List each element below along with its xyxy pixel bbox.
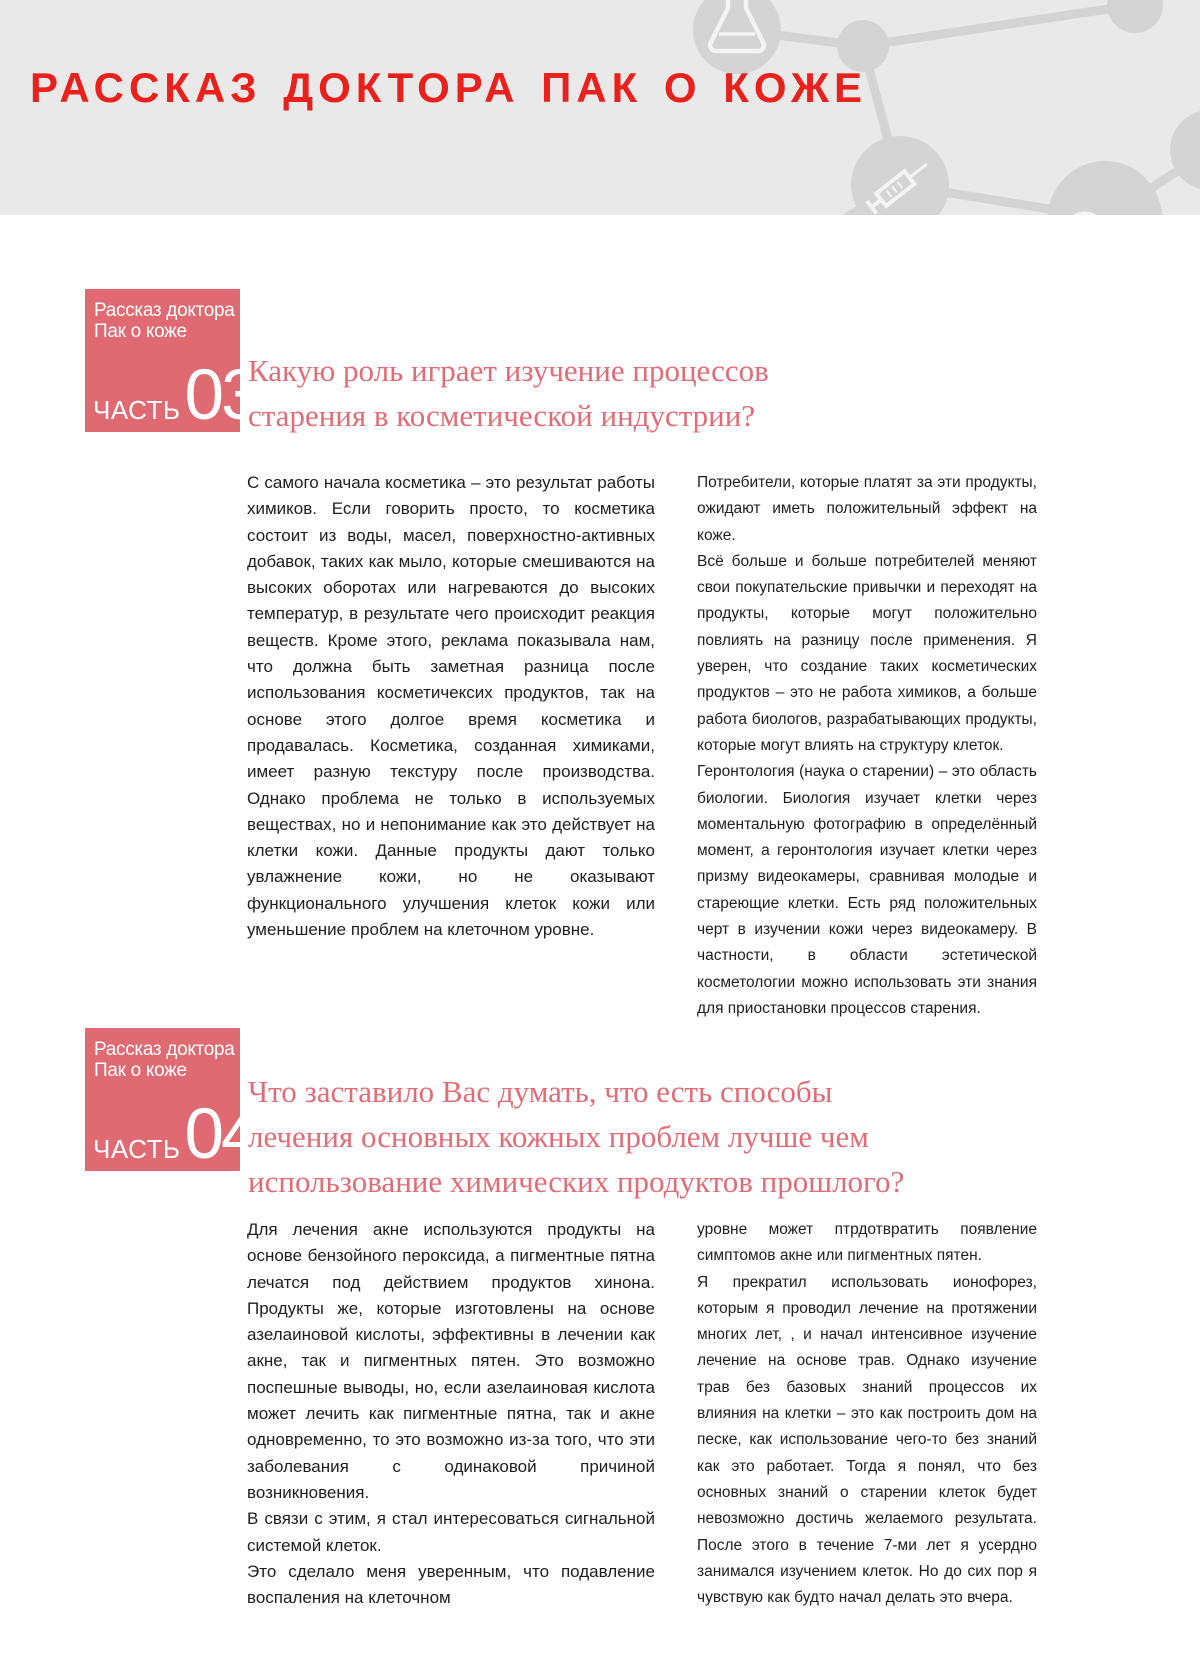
- paragraph: Это сделало меня уверенным, что подавление воспаления на клеточном: [247, 1561, 655, 1608]
- heading-line: старения в косметической индустрии?: [248, 398, 756, 433]
- badge-series-line2: Пак о коже: [94, 320, 187, 342]
- badge-series-title: [85, 1028, 240, 1081]
- heading-line: Что заставило Вас думать, что есть способы: [248, 1074, 833, 1109]
- part-04-badge: [85, 1028, 258, 1175]
- paragraph: Всё больше и больше потребителей меняют свои покупательские привычки и переходят на продукты, которые могут положительно повлиять на разницу после применения. Я уверен, что создание таких косметических продуктов – это не работа химиков, а больше работа биологов, разрабатывающих продукты, которые могут влиять на структуру клеток.: [697, 552, 1037, 754]
- part-number: 04: [184, 1095, 258, 1175]
- heading-line: лечения основных кожных проблем лучше чем: [248, 1119, 869, 1154]
- paragraph: Потребители, которые платят за эти продукты, ожидают иметь положительный эффект на коже.: [697, 474, 1037, 544]
- part-label: ЧАСТЬ: [93, 395, 181, 426]
- molecule-node: [693, 0, 781, 74]
- badge-series-line2: Пак о коже: [94, 1059, 187, 1081]
- molecule-node: [1048, 161, 1162, 215]
- heading-line: Какую роль играет изучение процессов: [248, 353, 769, 388]
- paragraph: Геронтология (наука о старении) – это область биологии. Биология изучает клетки через моментальную фотографию в определённый момент, а геронтология изучает клетки через призму видеокамеры, сравнивая молодые и стареющие клетки. Есть ряд положительных черт в изучении кожи через видеокамеру. В частности, в области эстетической косметологии можно использовать эти знания для приостановки процессов старения.: [697, 763, 1037, 1017]
- paragraph: Для лечения акне используются продукты на основе бензойного пероксида, а пигментные пятна лечатся под действием продуктов хинона. Продукты же, которые изготовлены на основе азелаиновой кислоты, эффективны в лечении как акне, так и пигментных пятен. Это возможно поспешные выводы, но, если азелаиновая кислота может лечить как пигментные пятна, так и акне одновременно, то это возможно из-за того, что эти заболевания с одинаковой причиной возникновения.: [247, 1220, 655, 1502]
- badge-part: [93, 356, 258, 436]
- page-title: РАССКАЗ ДОКТОРА ПАК О КОЖЕ: [30, 64, 867, 111]
- badge-series-line1: Рассказ доктора: [94, 300, 235, 321]
- part-label: ЧАСТЬ: [93, 1134, 181, 1165]
- badge-series-title: [85, 289, 240, 342]
- badge-series-line1: Рассказ доктора: [94, 1039, 235, 1060]
- molecule-node: [1107, 0, 1163, 33]
- section-03-left-column: [247, 470, 655, 943]
- badge-part: [93, 1095, 258, 1175]
- paragraph: В связи с этим, я стал интересоваться сигнальной системой клеток.: [247, 1509, 655, 1555]
- question-heading-04: [248, 1069, 904, 1204]
- part-03-badge: [85, 289, 258, 436]
- paragraph: уровне может птрдотвратить появление симптомов акне или пигментных пятен.: [697, 1221, 1037, 1265]
- heading-line: использование химических продуктов прошлого?: [248, 1164, 905, 1199]
- section-04-left-column: [247, 1217, 655, 1611]
- question-heading-03: [248, 348, 769, 438]
- paragraph: Я прекратил использовать ионофорез, которым я проводил лечение на протяжении многих лет, , и начал интенсивное изучение лечение на основе трав. Однако изучение трав без базовых знаний процессов их влияния на клетки – это как построить дом на песке, как использование чего-то без знаний как это работает. Тогда я понял, что без основных знаний о старении клеток будет невозможно достичь желаемого результата. После этого в течение 7-ми лет я усердно занимался изучением клеток. Но до сих пор я чувствую как будто начал делать это вчера.: [697, 1273, 1037, 1607]
- section-04-right-column: [697, 1217, 1037, 1611]
- page-header: [0, 0, 1200, 215]
- part-number: 03: [184, 356, 258, 436]
- paragraph: С самого начала косметика – это результат работы химиков. Если говорить просто, то косметика состоит из воды, масел, поверхностно-активных добавок, таких как мыло, которые смешиваются на высоких оборотах или нагреваются до высоких температур, в результате чего происходит реакция веществ. Кроме этого, реклама показывала нам, что должна быть заметная разница после использования косметичексих продуктов, так на основе этого долгое время косметика и продавалась. Косметика, созданная химиками, имеет разную текстуру после производства. Однако проблема не только в используемых веществах, но и непонимание как это действует на клетки кожи. Данные продукты дают только увлажнение кожи, но не оказывают функционального улучшения клеток кожи или уменьшение проблем на клеточном уровне.: [247, 473, 655, 940]
- section-03-right-column: [697, 470, 1037, 1022]
